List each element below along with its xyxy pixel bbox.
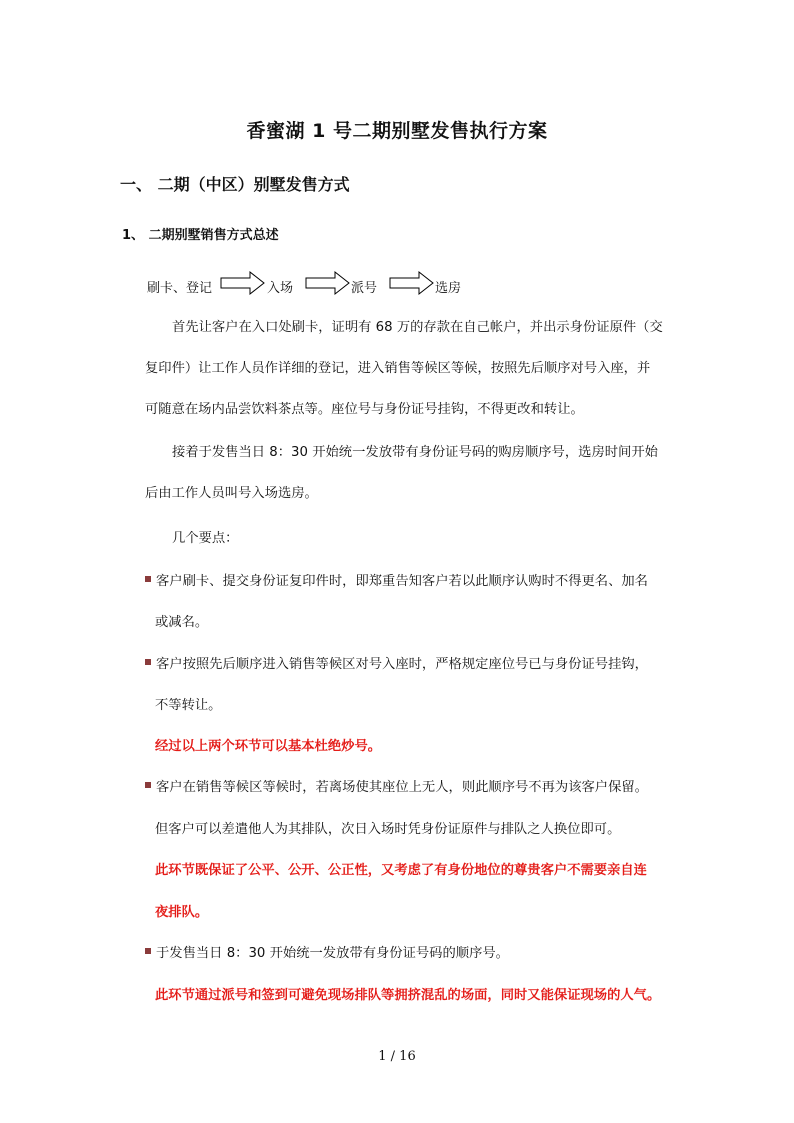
list-item-text: 客户在销售等候区等候时，若离场使其座位上无人，则此顺序号不再为该客户保留。 [156, 780, 648, 795]
text-line: 可随意在场内品尝饮料茶点等。座位号与身份证号挂钩，不得更改和转让。 [145, 402, 584, 417]
highlight-note: 经过以上两个环节可以基本杜绝炒号。 [155, 739, 382, 754]
process-flow [147, 270, 507, 300]
arrow-right-icon [389, 270, 435, 296]
bullet-icon [145, 782, 151, 788]
highlight-note: 此环节既保证了公平、公开、公正性，又考虑了有身份地位的尊贵客户不需要亲自连 [155, 863, 647, 878]
text-line: 后由工作人员叫号入场选房。 [145, 486, 318, 501]
subsection-heading: 1、 二期别墅销售方式总述 [122, 228, 279, 243]
bullet-icon [145, 948, 151, 954]
flow-step-register: 刷卡、登记 [147, 281, 213, 296]
list-item-continuation: 或减名。 [155, 615, 209, 630]
text-line: 首先让客户在入口处刷卡，证明有 68 万的存款在自己帐户，并出示身份证原件（交 [172, 320, 663, 335]
flow-step-enter: 入场 [267, 281, 294, 296]
bullet-icon [145, 659, 151, 665]
bullet-icon [145, 576, 151, 582]
list-item-text: 客户按照先后顺序进入销售等候区对号入座时，严格规定座位号已与身份证号挂钩， [156, 657, 648, 672]
text-line: 接着于发售当日 8：30 开始统一发放带有身份证号码的购房顺序号，选房时间开始 [172, 445, 658, 460]
document-title: 香蜜湖 1 号二期别墅发售执行方案 [246, 120, 548, 142]
arrow-right-icon [220, 270, 266, 296]
flow-step-number: 派号 [351, 281, 378, 296]
highlight-note: 夜排队。 [155, 905, 209, 920]
list-item-continuation: 不等转让。 [155, 698, 222, 713]
highlight-note: 此环节通过派号和签到可避免现场排队等拥挤混乱的场面，同时又能保证现场的人气。 [155, 988, 661, 1003]
points-intro: 几个要点： [172, 531, 239, 546]
list-item-continuation: 但客户可以差遣他人为其排队，次日入场时凭身份证原件与排队之人换位即可。 [155, 822, 621, 837]
section-heading: 一、 二期（中区）别墅发售方式 [120, 175, 350, 194]
flow-step-select: 选房 [435, 281, 462, 296]
page-number: 1 / 16 [378, 1049, 416, 1064]
list-item-text: 客户刷卡、提交身份证复印件时，即郑重告知客户若以此顺序认购时不得更名、加名 [156, 574, 648, 589]
list-item-text: 于发售当日 8：30 开始统一发放带有身份证号码的顺序号。 [156, 946, 509, 961]
text-line: 复印件）让工作人员作详细的登记，进入销售等候区等候，按照先后顺序对号入座，并 [145, 361, 651, 376]
arrow-right-icon [305, 270, 351, 296]
